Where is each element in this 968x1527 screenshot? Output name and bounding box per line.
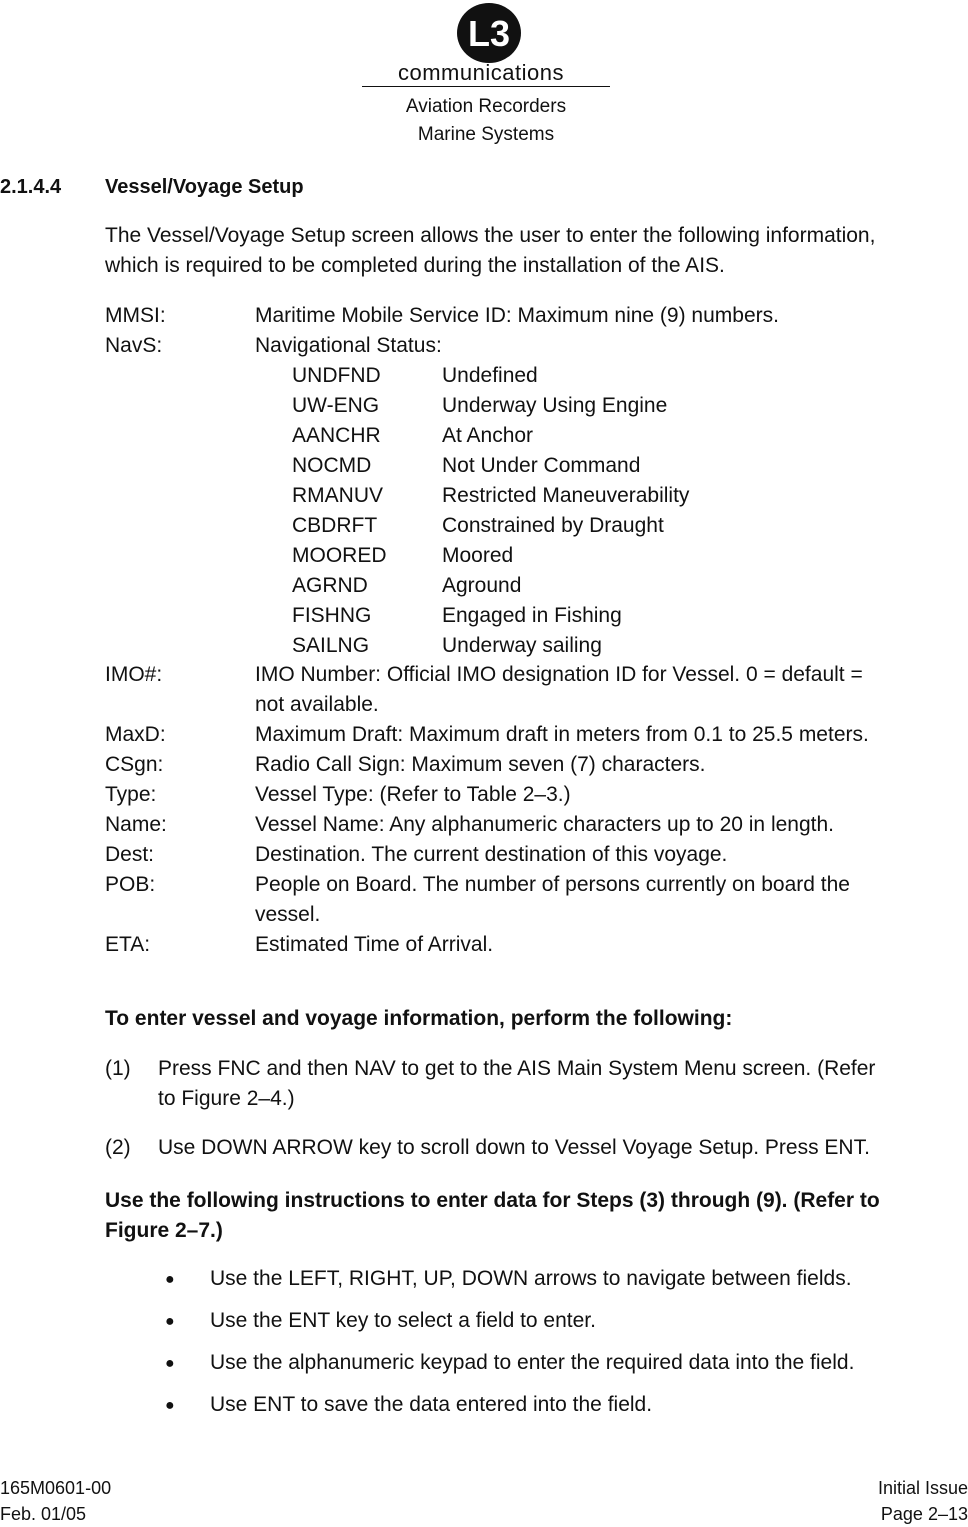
status-code: AANCHR: [292, 424, 381, 447]
instructions-heading: Use the following instructions to enter data for Steps (3) through (9). (Refer to: [105, 1189, 880, 1212]
status-meaning: Engaged in Fishing: [442, 604, 622, 627]
step-number: (1): [105, 1057, 131, 1080]
status-code: AGRND: [292, 574, 368, 597]
header-line-aviation: Aviation Recorders: [405, 96, 567, 117]
term-type: Type:: [105, 783, 157, 806]
term-csgn: CSgn:: [105, 753, 164, 776]
term-eta: ETA:: [105, 933, 151, 956]
status-meaning: At Anchor: [442, 424, 534, 447]
bullet-item: Use the alphanumeric keypad to enter the required data into the field.: [210, 1351, 855, 1374]
footer-date: Feb. 01/05: [0, 1504, 87, 1524]
desc-pob: People on Board. The number of persons currently on board the: [255, 873, 850, 896]
desc-maxd: Maximum Draft: Maximum draft in meters from 0.1 to 25.5 meters.: [255, 723, 869, 746]
header-line-marine: Marine Systems: [417, 124, 555, 145]
status-code: UNDFND: [292, 364, 381, 387]
desc-imo: IMO Number: Official IMO designation ID for Vessel. 0 = default =: [255, 663, 863, 686]
status-code: UW-ENG: [292, 394, 380, 417]
status-meaning: Underway sailing: [442, 634, 602, 657]
desc-type: Vessel Type: (Refer to Table 2–3.): [255, 783, 571, 806]
term-pob: POB:: [105, 873, 156, 896]
term-dest: Dest:: [105, 843, 155, 866]
status-meaning: Moored: [442, 544, 514, 567]
status-meaning: Underway Using Engine: [442, 394, 668, 417]
logo-wordmark: communications: [398, 60, 564, 85]
step-text: Use DOWN ARROW key to scroll down to Vessel Voyage Setup. Press ENT.: [158, 1136, 870, 1159]
bullet-item: Use the ENT key to select a field to enter.: [210, 1309, 596, 1332]
term-mmsi: MMSI:: [105, 304, 166, 327]
desc-mmsi: Maritime Mobile Service ID: Maximum nine (9) numbers.: [255, 304, 779, 327]
status-code: MOORED: [292, 544, 387, 567]
status-meaning: Undefined: [442, 364, 538, 387]
bullet-icon: ●: [165, 1397, 175, 1414]
desc-imo-cont: not available.: [255, 693, 379, 716]
status-code: FISHNG: [292, 604, 372, 627]
status-meaning: Aground: [442, 574, 522, 597]
desc-navs: Navigational Status:: [255, 334, 442, 357]
bullet-item: Use ENT to save the data entered into the field.: [210, 1393, 653, 1416]
bullet-icon: ●: [165, 1271, 175, 1288]
logo-mark-text: L3: [467, 13, 511, 54]
instructions-heading-cont: Figure 2–7.): [105, 1219, 223, 1242]
bullet-item: Use the LEFT, RIGHT, UP, DOWN arrows to navigate between fields.: [210, 1267, 852, 1290]
header-divider: [362, 86, 610, 87]
desc-csgn: Radio Call Sign: Maximum seven (7) characters.: [255, 753, 706, 776]
status-code: NOCMD: [292, 454, 372, 477]
footer-doc-number: 165M0601-00: [0, 1478, 112, 1498]
footer-page-number: Page 2–13: [880, 1504, 968, 1524]
footer-issue: Initial Issue: [877, 1478, 968, 1498]
step-text-cont: to Figure 2–4.): [158, 1087, 295, 1110]
term-imo: IMO#:: [105, 663, 163, 686]
step-text: Press FNC and then NAV to get to the AIS Main System Menu screen. (Refer: [158, 1057, 876, 1080]
desc-dest: Destination. The current destination of this voyage.: [255, 843, 728, 866]
status-meaning: Restricted Maneuverability: [442, 484, 690, 507]
term-maxd: MaxD:: [105, 723, 166, 746]
bullet-icon: ●: [165, 1355, 175, 1372]
procedure-heading: To enter vessel and voyage information, perform the following:: [105, 1007, 733, 1030]
bullet-icon: ●: [165, 1313, 175, 1330]
status-code: RMANUV: [292, 484, 384, 507]
term-name: Name:: [105, 813, 167, 836]
section-number: 2.1.4.4: [0, 176, 62, 198]
status-meaning: Not Under Command: [442, 454, 641, 477]
intro-paragraph-line: which is required to be completed during the installation of the AIS.: [105, 254, 725, 277]
status-meaning: Constrained by Draught: [442, 514, 664, 537]
desc-eta: Estimated Time of Arrival.: [255, 933, 494, 956]
status-code: CBDRFT: [292, 514, 378, 537]
status-code: SAILNG: [292, 634, 370, 657]
step-number: (2): [105, 1136, 131, 1159]
section-title: Vessel/Voyage Setup: [105, 176, 304, 198]
term-navs: NavS:: [105, 334, 163, 357]
l3-logo-icon: [456, 2, 522, 64]
desc-name: Vessel Name: Any alphanumeric characters up to 20 in length.: [255, 813, 834, 836]
desc-pob-cont: vessel.: [255, 903, 321, 926]
intro-paragraph-line: The Vessel/Voyage Setup screen allows the user to enter the following information,: [105, 224, 876, 247]
